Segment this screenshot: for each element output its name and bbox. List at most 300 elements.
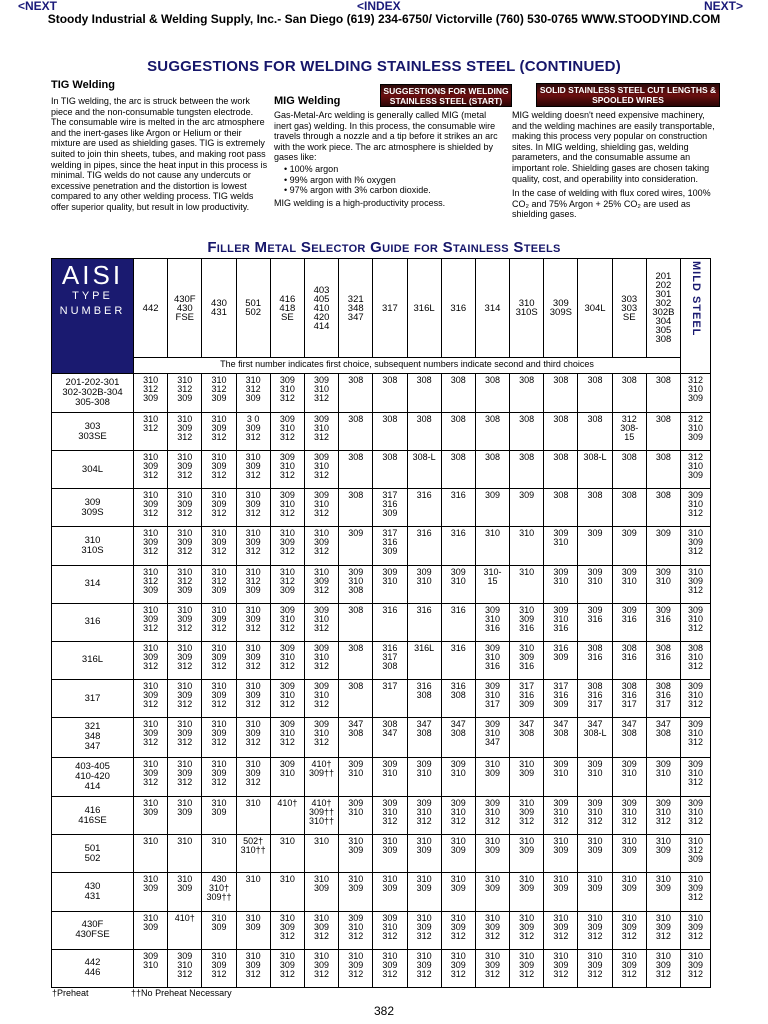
cell-value: 310 <box>484 807 500 818</box>
cell-value: 308 <box>519 374 535 385</box>
table-cell <box>168 835 202 873</box>
table-cell <box>578 718 612 757</box>
table-cell <box>236 911 270 949</box>
cell-value: 308 <box>348 452 364 463</box>
cell-value: 312 <box>314 968 330 979</box>
table-cell <box>270 911 304 949</box>
row-header-line: 446 <box>84 967 101 979</box>
cell-value: 309 <box>314 374 330 385</box>
cell-value: 309 <box>382 845 398 856</box>
table-row <box>52 451 711 489</box>
row-header-line: 316L <box>81 654 104 666</box>
cell-value: 310 <box>382 767 398 778</box>
cell-value: 317 <box>655 699 671 710</box>
page-title: SUGGESTIONS FOR WELDING STAINLESS STEEL (CONTINUED) <box>147 58 621 75</box>
table-cell <box>578 451 612 489</box>
cell-value: 309 <box>553 528 569 539</box>
table-cell <box>646 565 680 603</box>
mig-heading: MIG Welding <box>274 95 341 107</box>
table-cell <box>578 527 612 565</box>
table-cell <box>407 949 441 987</box>
cell-value: 309 <box>655 959 671 970</box>
table-cell <box>407 911 441 949</box>
cell-value: 309 <box>314 452 330 463</box>
cell-value: 309 <box>587 959 603 970</box>
cell-value: 310 <box>314 651 330 662</box>
cell-value: 309 <box>279 719 295 730</box>
row-header <box>52 873 134 911</box>
cell-value: 310 <box>484 528 500 539</box>
cell-value: 309 <box>279 452 295 463</box>
column-header-line: 321 <box>347 293 364 305</box>
row-header <box>52 680 134 718</box>
cell-value: 309 <box>587 921 603 932</box>
table-cell <box>373 489 407 527</box>
cell-value: 310 <box>587 807 603 818</box>
table-cell <box>510 412 544 450</box>
aisi-type-label <box>52 259 134 374</box>
cell-value: 309 <box>484 642 500 653</box>
table-cell <box>646 412 680 450</box>
cell-value: 312 <box>519 930 535 941</box>
column-header-line: FSE <box>175 311 195 323</box>
cell-value: 309 <box>143 613 159 624</box>
row-header-line: 317 <box>84 692 101 704</box>
cell-value: 308 <box>655 642 671 653</box>
column-header <box>168 259 202 358</box>
table-cell <box>407 757 441 796</box>
table-cell <box>236 565 270 603</box>
next-link[interactable]: NEXT> <box>704 0 744 13</box>
cell-value: 309 <box>279 413 295 424</box>
cell-value: 309 <box>687 470 704 481</box>
cell-value: 310 <box>416 807 432 818</box>
column-header-line: 309 <box>552 298 569 310</box>
cell-value: 312 <box>211 575 227 586</box>
table-cell <box>681 797 711 835</box>
cell-value: 310 <box>553 950 569 961</box>
cell-value: 310 <box>519 758 535 769</box>
table-cell <box>612 527 646 565</box>
cell-value: 308 <box>382 452 398 463</box>
cell-value: 309 <box>382 546 398 557</box>
table-cell <box>304 718 338 757</box>
cell-value: 308 <box>450 374 466 385</box>
row-header <box>52 718 134 757</box>
table-cell <box>168 641 202 679</box>
cell-value: 309†† <box>309 807 335 818</box>
cell-value: 309 <box>245 537 261 548</box>
table-row <box>52 565 711 603</box>
cell-value: 309 <box>621 921 637 932</box>
cell-value: 310 <box>245 758 261 769</box>
column-header-line: 316L <box>413 302 435 314</box>
table-cell <box>510 835 544 873</box>
row-header-line: 309 <box>84 496 101 508</box>
cell-value: 310 <box>687 566 704 577</box>
table-cell <box>407 835 441 873</box>
cell-value: 310 <box>382 874 398 885</box>
table-cell <box>441 451 475 489</box>
cell-value: 312 <box>177 699 193 710</box>
cell-value: 312 <box>245 383 261 394</box>
cell-value: 309 <box>279 959 295 970</box>
cell-value: 312 <box>279 660 295 671</box>
cell-value: 312 <box>279 968 295 979</box>
suggestions-start-button[interactable]: SUGGESTIONS FOR WELDING STAINLESS STEEL (START) <box>380 84 512 107</box>
column-header-line: SE <box>622 311 636 323</box>
cell-value: 310 <box>279 690 295 701</box>
cell-value: 316 <box>587 613 603 624</box>
table-cell <box>270 412 304 450</box>
column-header <box>339 259 373 358</box>
column-header-line: 301 <box>655 289 672 301</box>
cell-value: 312 <box>519 968 535 979</box>
table-cell <box>407 641 441 679</box>
table-cell <box>646 489 680 527</box>
table-cell <box>681 873 711 911</box>
row-header <box>52 451 134 489</box>
cell-value: 312 <box>484 968 500 979</box>
row-header-line: 314 <box>84 578 101 590</box>
cell-value: 309 <box>177 584 193 595</box>
table-cell <box>134 757 168 796</box>
table-cell <box>134 527 168 565</box>
cell-value: 316 <box>450 528 466 539</box>
row-header <box>52 911 134 949</box>
table-cell <box>578 757 612 796</box>
table-cell <box>646 527 680 565</box>
cell-value: 310 <box>211 836 227 847</box>
cell-value: 309 <box>553 758 569 769</box>
table-cell <box>134 451 168 489</box>
cell-value: 312 <box>177 470 193 481</box>
cell-value: 312 <box>143 508 159 519</box>
table-cell <box>612 835 646 873</box>
cell-value: 316 <box>621 651 637 662</box>
table-cell <box>270 451 304 489</box>
table-cell <box>373 873 407 911</box>
column-header-line: 317 <box>381 302 398 314</box>
table-cell <box>304 412 338 450</box>
cell-value: 308 <box>587 413 603 424</box>
cell-value: 310 <box>687 528 704 539</box>
table-cell <box>441 718 475 757</box>
cell-value: 15 <box>624 431 635 442</box>
cell-value: 309 <box>314 642 330 653</box>
cell-value: 309 <box>553 651 569 662</box>
table-cell <box>510 718 544 757</box>
cell-value: 312 <box>211 968 227 979</box>
cell-value: 312 <box>211 546 227 557</box>
cell-value: 310 <box>177 959 193 970</box>
row-header-line: 348 <box>84 731 101 743</box>
cell-value: 310 <box>553 575 569 586</box>
cell-value: 410† <box>311 758 332 769</box>
cell-value: 410† <box>311 798 332 809</box>
cell-value: 309 <box>143 767 159 778</box>
column-header-line: 348 <box>347 302 364 314</box>
cell-value: 312 <box>245 431 261 442</box>
cell-value: 310† <box>208 883 229 894</box>
cell-value: 312 <box>245 546 261 557</box>
cell-value: 312 <box>382 816 398 827</box>
cell-value: 309 <box>687 719 704 730</box>
cell-value: 309 <box>143 461 159 472</box>
cell-value: 309 <box>484 883 500 894</box>
cell-value: 310 <box>519 874 535 885</box>
table-cell <box>236 527 270 565</box>
table-cell <box>441 373 475 412</box>
cell-value: 310 <box>314 950 330 961</box>
row-header <box>52 603 134 641</box>
table-cell <box>202 949 236 987</box>
table-cell <box>373 835 407 873</box>
table-cell <box>407 489 441 527</box>
cell-value: 317 <box>553 681 569 692</box>
column-header-line: 418 <box>279 302 296 314</box>
cell-value: 312 <box>211 699 227 710</box>
cell-value: 309 <box>587 604 603 615</box>
cell-value: 309 <box>177 537 193 548</box>
mig-section <box>274 110 506 208</box>
cell-value: 310 <box>143 719 159 730</box>
cell-value: 309 <box>621 883 637 894</box>
table-cell <box>578 641 612 679</box>
column-header-line: 502 <box>245 307 262 319</box>
cell-value: 309 <box>655 845 671 856</box>
cell-value: 310 <box>143 681 159 692</box>
cell-value: 310 <box>279 950 295 961</box>
cell-value: 309 <box>687 431 704 442</box>
table-cell <box>236 680 270 718</box>
cell-value: 309 <box>621 758 637 769</box>
column-header-line: 314 <box>484 302 501 314</box>
row-header-line: 430 <box>84 880 101 892</box>
table-cell <box>373 412 407 450</box>
row-header <box>52 797 134 835</box>
cell-value: 312 <box>279 699 295 710</box>
cell-value: 309 <box>348 528 364 539</box>
cell-value: 312 <box>314 508 330 519</box>
table-cell <box>134 489 168 527</box>
cell-value: 309 <box>314 681 330 692</box>
cell-value: 309 <box>143 950 159 961</box>
cell-value: 309 <box>621 566 637 577</box>
cell-value: 347 <box>587 719 603 730</box>
cell-value: 316 <box>587 651 603 662</box>
cell-value: 308 <box>416 728 432 739</box>
table-cell <box>510 373 544 412</box>
cell-value: 316 <box>484 660 500 671</box>
table-cell <box>202 565 236 603</box>
table-cell <box>168 373 202 412</box>
cell-value: 316 <box>519 622 535 633</box>
table-cell <box>304 797 338 835</box>
cell-value: 309 <box>211 584 227 595</box>
cell-value: 312 <box>245 508 261 519</box>
table-cell <box>202 835 236 873</box>
cell-value: 308 <box>348 728 364 739</box>
cell-value: 310 <box>211 374 227 385</box>
cell-value: 310 <box>143 758 159 769</box>
cell-value: 310 <box>553 912 569 923</box>
table-cell <box>373 911 407 949</box>
solid-stainless-button[interactable]: SOLID STAINLESS STEEL CUT LENGTHS & SPOOLED WIRES <box>536 83 720 107</box>
cell-value: 308 <box>348 584 364 595</box>
cell-value: 316 <box>416 681 432 692</box>
cell-value: 309 <box>655 566 671 577</box>
cell-value: 312 <box>177 546 193 557</box>
cell-value: 309 <box>245 499 261 510</box>
cell-value: 310 <box>245 452 261 463</box>
cell-value: 309 <box>177 392 193 403</box>
index-link[interactable]: <INDEX <box>357 0 401 13</box>
table-cell <box>407 373 441 412</box>
cell-value: 309 <box>143 584 159 595</box>
cell-value: 309 <box>143 921 159 932</box>
cell-value: 310 <box>279 461 295 472</box>
cell-value: 312 <box>587 930 603 941</box>
cell-value: 312 <box>177 575 193 586</box>
row-header-line: 302-302B-304 <box>62 386 123 398</box>
cell-value: 310 <box>143 452 159 463</box>
cell-value: 308 <box>348 681 364 692</box>
table-cell <box>510 873 544 911</box>
cell-value: 308 <box>382 374 398 385</box>
cell-value: 312 <box>553 930 569 941</box>
cell-value: 310 <box>382 921 398 932</box>
cell-value: 309 <box>245 728 261 739</box>
cell-value: 312 <box>314 584 330 595</box>
cell-value: 310 <box>587 836 603 847</box>
cell-value: 308 <box>621 728 637 739</box>
cell-value: 310 <box>519 566 535 577</box>
row-header <box>52 565 134 603</box>
table-cell <box>544 873 578 911</box>
cell-value: 316 <box>553 642 569 653</box>
table-cell <box>304 527 338 565</box>
table-cell <box>373 641 407 679</box>
cell-value: 310 <box>314 383 330 394</box>
cell-value: 309 <box>553 604 569 615</box>
column-header-line: 304 <box>655 316 672 328</box>
cell-value: 310 <box>484 613 500 624</box>
cell-value: 310 <box>587 575 603 586</box>
table-cell <box>236 835 270 873</box>
cell-value: 310 <box>519 836 535 847</box>
cell-value: 309 <box>279 758 295 769</box>
cell-value: 312 <box>687 699 704 710</box>
cell-value: 308 <box>587 374 603 385</box>
table-cell <box>475 873 509 911</box>
cell-value: 309 <box>655 604 671 615</box>
cell-value: 309 <box>177 499 193 510</box>
cell-value: 309 <box>143 537 159 548</box>
cell-value: 312 <box>245 575 261 586</box>
cell-value: 310 <box>519 528 535 539</box>
cell-value: 310 <box>687 461 704 472</box>
table-cell <box>270 489 304 527</box>
cell-value: 312 <box>621 968 637 979</box>
table-cell <box>134 680 168 718</box>
cell-value: 310 <box>450 950 466 961</box>
table-cell <box>578 603 612 641</box>
table-cell <box>510 757 544 796</box>
cell-value: 312 <box>143 422 159 433</box>
cell-value: 309 <box>177 422 193 433</box>
cell-value: 309 <box>348 845 364 856</box>
cell-value: 309 <box>314 719 330 730</box>
row-header-line: 414 <box>84 780 101 792</box>
cell-value: 309 <box>687 959 704 970</box>
cell-value: 309 <box>484 959 500 970</box>
cell-value: 309 <box>177 613 193 624</box>
table-cell <box>304 565 338 603</box>
cell-value: 309 <box>382 758 398 769</box>
cell-value: 310†† <box>240 845 266 856</box>
table-cell <box>304 680 338 718</box>
table-cell <box>202 757 236 796</box>
prev-link[interactable]: <NEXT <box>18 0 58 13</box>
table-cell <box>578 565 612 603</box>
table-cell <box>544 757 578 796</box>
table-cell <box>475 949 509 987</box>
cell-value: 310 <box>143 490 159 501</box>
cell-value: 312 <box>211 431 227 442</box>
cell-value: 310 <box>382 807 398 818</box>
table-cell <box>544 718 578 757</box>
cell-value: 309 <box>211 422 227 433</box>
cell-value: 312 <box>211 737 227 748</box>
tig-heading: TIG Welding <box>51 79 115 91</box>
cell-value: 310 <box>314 422 330 433</box>
table-cell <box>270 603 304 641</box>
cell-value: 310 <box>621 912 637 923</box>
cell-value: 310 <box>314 528 330 539</box>
table-row <box>52 873 711 911</box>
cell-value: 317 <box>382 490 398 501</box>
cell-value: 308 <box>519 728 535 739</box>
mig-gas-item: • 99% argon with l% oxygen <box>284 175 506 186</box>
cell-value: 308 <box>621 374 637 385</box>
table-cell <box>441 565 475 603</box>
cell-value: 347 <box>484 737 500 748</box>
mig-paragraph: Gas-Metal-Arc welding is generally called MIG (metal inert gas) welding. In this process, the consumable wire travels through a nozzle and a tip before it strikes an arc with the work piece. The arc atmosphere is shielded by gases like: <box>274 110 498 163</box>
table-cell <box>407 527 441 565</box>
cell-value: 309 <box>587 528 603 539</box>
cell-value: 312 <box>687 660 704 671</box>
cell-value: 310 <box>687 950 704 961</box>
cell-value: 309 <box>519 959 535 970</box>
cell-value: 410† <box>174 912 195 923</box>
number-label: NUMBER <box>59 305 126 317</box>
cell-value: 310 <box>621 767 637 778</box>
table-cell <box>475 718 509 757</box>
cell-value: 310 <box>416 767 432 778</box>
table-cell <box>373 949 407 987</box>
cell-value: 310 <box>484 690 500 701</box>
cell-value: 309 <box>143 651 159 662</box>
cell-value: 410† <box>277 798 298 809</box>
cell-value: 308-L <box>583 452 607 463</box>
cell-value: 310 <box>484 728 500 739</box>
table-cell <box>646 373 680 412</box>
cell-value: 310 <box>143 413 159 424</box>
table-cell <box>681 373 711 412</box>
cell-value: 312 <box>348 930 364 941</box>
cell-value: 310 <box>416 912 432 923</box>
